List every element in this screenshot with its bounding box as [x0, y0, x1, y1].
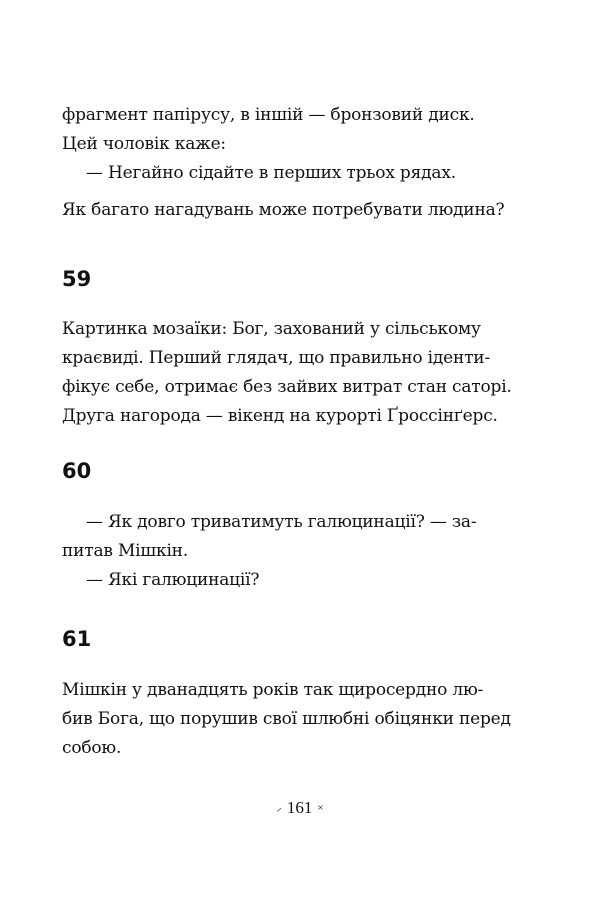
section-number-59: 59 — [62, 267, 92, 291]
dialogue-line: — Які галюцинації? — [86, 570, 260, 590]
paragraph-line: Мішкін у дванадцять років так щиросердно лю- — [62, 680, 484, 700]
paragraph-intro — [62, 101, 544, 188]
page-number: 161 — [286, 798, 313, 817]
paragraph-line: фікує себе, отримає без зайвих витрат стан саторі. — [62, 377, 512, 397]
paragraph-line: Друга нагорода — вікенд на курорті Ґроссінґерс. — [62, 406, 498, 426]
paragraph-line: Як багато нагадувань може потребувати людина? — [62, 200, 505, 220]
paragraph-line: фрагмент папірусу, в іншій — бронзовий диск. — [62, 105, 475, 125]
paragraph-line: краєвиді. Перший глядач, що правильно іденти- — [62, 348, 490, 368]
section-number-61: 61 — [62, 627, 92, 651]
folio-right-ornament: × — [317, 802, 324, 814]
dialogue-line: — Як довго триватимуть галюцинації? — за- — [86, 512, 477, 532]
paragraph-line: Цей чоловік каже: — [62, 134, 226, 154]
paragraph-line: собою. — [62, 738, 122, 758]
folio-left-ornament: ⸝ — [276, 802, 282, 814]
section-number-60: 60 — [62, 459, 92, 483]
dialogue-line: — Негайно сідайте в перших трьох рядах. — [86, 163, 456, 183]
section-59-text — [62, 315, 544, 431]
section-61-text — [62, 676, 544, 763]
paragraph-line: Картинка мозаїки: Бог, захований у сільському — [62, 319, 481, 339]
paragraph-question — [62, 196, 544, 225]
page-footer — [0, 797, 600, 819]
section-60-text — [62, 508, 544, 595]
paragraph-line: бив Бога, що порушив свої шлюбні обіцянки перед — [62, 709, 511, 729]
paragraph-line: питав Мішкін. — [62, 541, 189, 561]
